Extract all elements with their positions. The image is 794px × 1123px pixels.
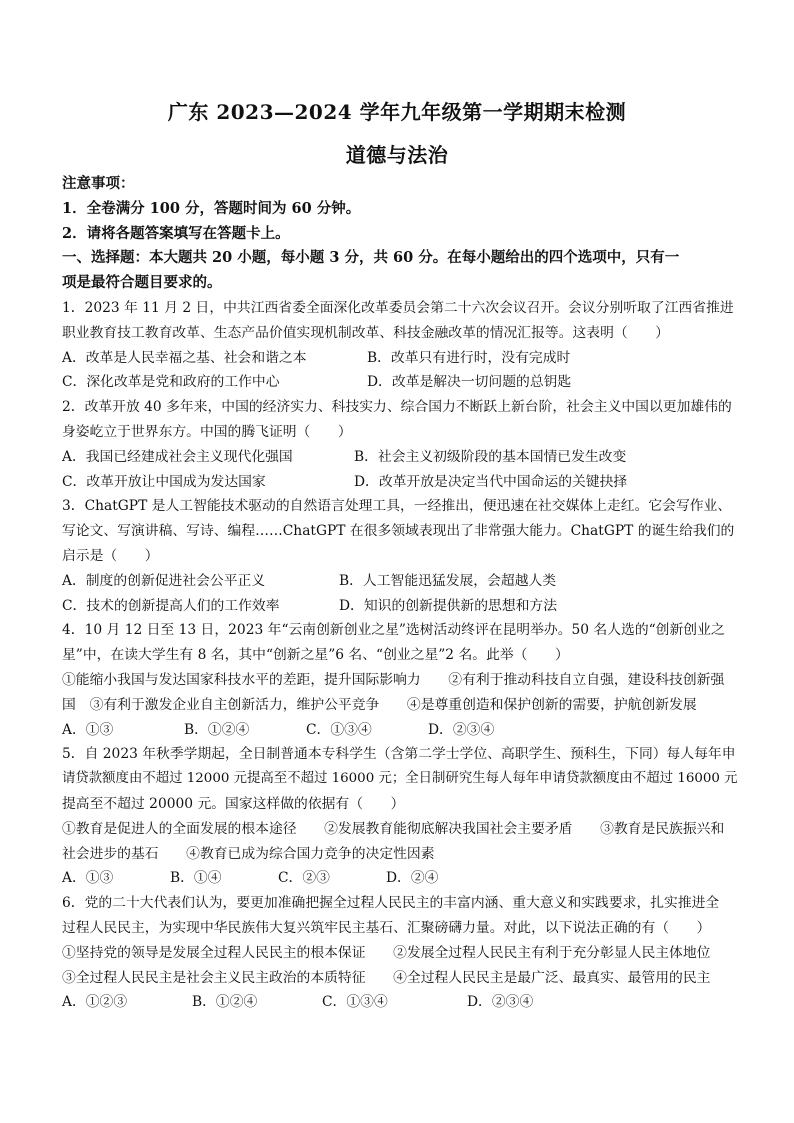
question-stem: 提高至不超过 20000 元。国家这样做的依据有（ ） xyxy=(62,795,405,812)
question-6 xyxy=(62,891,738,1015)
option-d: D．②③④ xyxy=(428,721,495,738)
notice-heading: 注意事项： xyxy=(62,175,135,192)
question-statements: 社会进步的基石 ④教育已成为综合国力竞争的决定性因素 xyxy=(62,845,435,862)
question-stem: 星”中，在读大学生有 8 名，其中“创新之星”6 名、“创业之星”2 名。此举（ ） xyxy=(62,647,569,664)
option-c: C．改革开放让中国成为发达国家 xyxy=(62,473,266,490)
question-1 xyxy=(62,296,738,395)
question-stem: 2．改革开放 40 多年来，中国的经济实力、科技实力、综合国力不断跃上新台阶，社会主义中国以更加雄伟的 xyxy=(62,399,732,416)
options-row xyxy=(62,866,738,891)
options-row xyxy=(62,990,738,1015)
options-row xyxy=(62,594,738,619)
question-stem: 启示是（ ） xyxy=(62,547,159,564)
option-d: D．改革是解决一切问题的总钥匙 xyxy=(367,374,572,391)
option-b: B．①②④ xyxy=(192,994,258,1011)
option-b: B．改革只有进行时，没有完成时 xyxy=(367,349,571,366)
option-a: A．我国已经建成社会主义现代化强国 xyxy=(62,448,293,465)
question-stem: 请贷款额度由不超过 12000 元提高至不超过 16000 元；全日制研究生每人每年申请贷款额度由不超过 16000 元 xyxy=(62,771,738,787)
question-stem: 3．ChatGPT 是人工智能技术驱动的自然语言处理工具，一经推出，便迅速在社交媒体上走红。它会写作业、 xyxy=(62,498,732,515)
option-a: A．制度的创新促进社会公平正义 xyxy=(62,572,266,589)
question-4 xyxy=(62,618,738,742)
options-row xyxy=(62,370,738,395)
question-stem: 6．党的二十大代表们认为，要更加准确把握全过程人民民主的丰富内涵、重大意义和实践要求，扎实推进全 xyxy=(62,895,720,912)
question-stem: 4．10 月 12 日至 13 日，2023 年“云南创新创业之星”选树活动终评在昆明举办。50 名人选的“创新创业之 xyxy=(62,622,725,639)
option-a: A．①③ xyxy=(62,870,114,887)
option-c: C．②③ xyxy=(278,870,330,887)
notice-item: 2．请将各题答案填写在答题卡上。 xyxy=(62,224,290,242)
options-row xyxy=(62,346,738,371)
option-c: C．①③④ xyxy=(322,994,388,1011)
option-b: B．社会主义初级阶段的基本国情已发生改变 xyxy=(354,448,627,465)
option-a: A．改革是人民幸福之基、社会和谐之本 xyxy=(62,349,307,366)
option-c: C．深化改革是党和政府的工作中心 xyxy=(62,374,280,391)
question-statements: ①教育是促进人的全面发展的根本途径 ②发展教育能彻底解决我国社会主要矛盾 ③教育是民族振兴和 xyxy=(62,820,725,837)
option-b: B．①④ xyxy=(170,870,222,887)
option-a: A．①②③ xyxy=(62,994,128,1011)
question-stem: 1．2023 年 11 月 2 日，中共江西省委全面深化改革委员会第二十六次会议召开。会议分别听取了江西省推进 xyxy=(62,299,734,316)
options-row xyxy=(62,569,738,594)
exam-title: 广东 2023—2024 学年九年级第一学期期末检测 xyxy=(167,100,627,124)
section-heading: 一、选择题：本大题共 20 小题，每小题 3 分，共 60 分。在每小题给出的四个选项中，只有一 xyxy=(62,249,680,267)
option-d: D．知识的创新提供新的思想和方法 xyxy=(339,597,558,614)
question-5 xyxy=(62,742,738,891)
options-row xyxy=(62,445,738,470)
exam-content xyxy=(62,172,738,1015)
options-row xyxy=(62,718,738,743)
option-d: D．改革开放是决定当代中国命运的关键抉择 xyxy=(354,473,628,490)
option-d: D．②④ xyxy=(386,870,439,887)
question-statements: ③全过程人民民主是社会主义民主政治的本质特征 ④全过程人民民主是最广泛、最真实、最管用的民主 xyxy=(62,969,711,986)
notice-item: 1．全卷满分 100 分，答题时间为 60 分钟。 xyxy=(62,199,361,217)
question-stem: 过程人民民主，为实现中华民族伟大复兴筑牢民主基石、汇聚磅礴力量。对此，以下说法正确的有（ ） xyxy=(62,919,711,936)
option-a: A．①③ xyxy=(62,721,114,738)
options-row xyxy=(62,470,738,495)
question-stem: 写论文、写演讲稿、写诗、编程……ChatGPT 在很多领域表现出了非常强大能力。ChatGPT 的诞生给我们的 xyxy=(62,523,735,540)
question-stem: 职业教育技工教育改革、生态产品价值实现机制改革、科技金融改革的情况汇报等。这表明（ ） xyxy=(62,324,670,341)
question-statements: 国 ③有利于激发企业自主创新活力，维护公平竞争 ④是尊重创造和保护创新的需要，护航创新发展 xyxy=(62,696,697,713)
option-c: C．技术的创新提高人们的工作效率 xyxy=(62,597,280,614)
option-c: C．①③④ xyxy=(306,721,372,738)
question-statements: ①能缩小我国与发达国家科技水平的差距，提升国际影响力 ②有利于推动科技自立自强，建设科技创新强 xyxy=(62,671,725,688)
option-b: B．人工智能迅猛发展，会超越人类 xyxy=(339,572,557,589)
exam-subject: 道德与法治 xyxy=(345,143,449,167)
option-d: D．②③④ xyxy=(467,994,534,1011)
question-stem: 身姿屹立于世界东方。中国的腾飞证明（ ） xyxy=(62,423,352,440)
question-stem: 5．自 2023 年秋季学期起，全日制普通本专科学生（含第二学士学位、高职学生、预科生，下同）每人每年申 xyxy=(62,746,736,763)
question-3 xyxy=(62,494,738,618)
section-heading-cont: 项是最符合题目要求的。 xyxy=(62,274,222,292)
question-statements: ①坚持党的领导是发展全过程人民民主的根本保证 ②发展全过程人民民主有利于充分彰显人民主体地位 xyxy=(62,944,711,961)
option-b: B．①②④ xyxy=(184,721,250,738)
question-2 xyxy=(62,395,738,494)
